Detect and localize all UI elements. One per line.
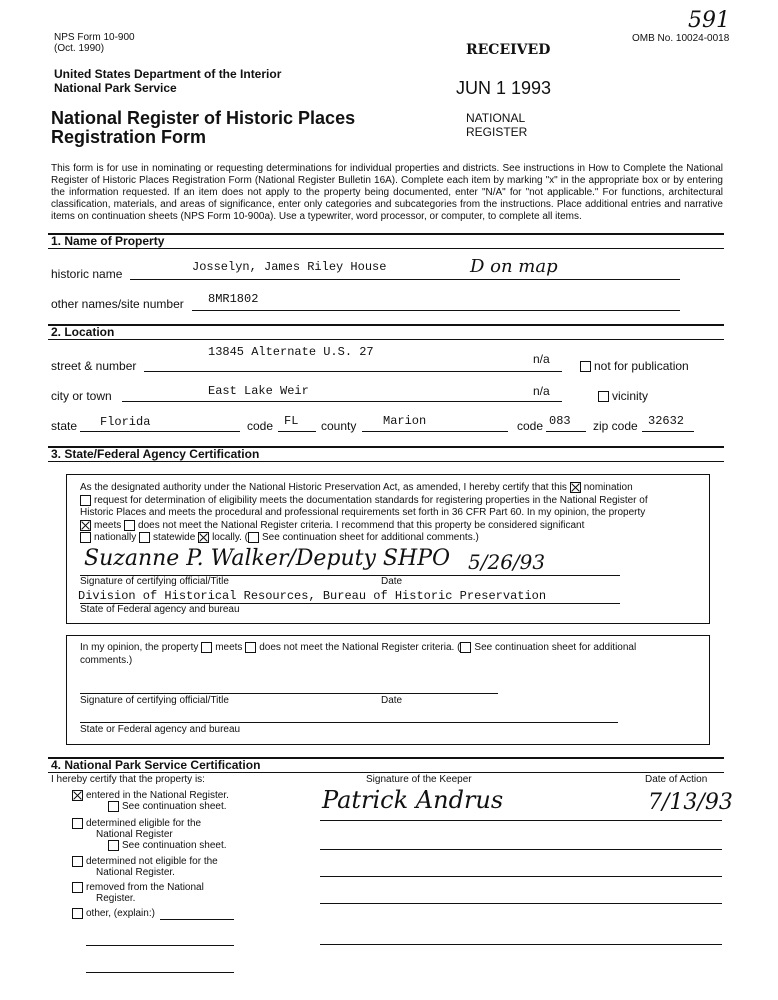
other-checkbox[interactable] xyxy=(72,908,83,919)
county-code-value[interactable]: 083 xyxy=(549,414,571,428)
street-value[interactable]: 13845 Alternate U.S. 27 xyxy=(208,345,374,359)
see-continuation-checkbox[interactable] xyxy=(248,532,259,543)
agency: National Park Service xyxy=(54,81,177,95)
not-for-publication-checkbox[interactable] xyxy=(580,359,689,373)
state-code-value[interactable]: FL xyxy=(284,414,299,428)
determined-not-eligible-option[interactable]: determined not eligible for the National Register. xyxy=(72,856,218,878)
checkbox-icon xyxy=(598,391,609,402)
request-checkbox[interactable] xyxy=(80,495,91,506)
agency-label: State or Federal agency and bureau xyxy=(80,724,241,735)
meets-checkbox[interactable] xyxy=(80,520,91,531)
city-value[interactable]: East Lake Weir xyxy=(208,384,309,398)
checkbox-icon xyxy=(580,361,591,372)
divider xyxy=(48,461,724,462)
opinion-text: In my opinion, the property meets does not meet the National Register criteria. ( See continuation sheet for additional comments.) xyxy=(80,642,637,666)
other-underline xyxy=(86,945,234,946)
handwritten-number: 591 xyxy=(688,8,730,33)
section-2-heading: 2. Location xyxy=(51,325,115,339)
agency-line xyxy=(80,722,618,723)
keeper-line xyxy=(320,849,722,850)
opinion-not-meet-checkbox[interactable] xyxy=(245,642,256,653)
county-label: county xyxy=(321,419,357,433)
section-1-heading: 1. Name of Property xyxy=(51,234,165,248)
city-na: n/a xyxy=(533,384,550,398)
historic-name-label: historic name xyxy=(51,267,123,281)
see-cont-checkbox[interactable] xyxy=(108,801,119,812)
county-code-label: code xyxy=(517,419,544,433)
keeper-signature: Patrick Andrus xyxy=(322,786,504,814)
agency-value: Division of Historical Resources, Bureau of Historic Preservation xyxy=(78,589,547,603)
input-underline xyxy=(130,279,680,280)
input-underline xyxy=(278,431,316,432)
entered-option[interactable]: entered in the National Register. See continuation sheet. xyxy=(72,790,229,812)
input-underline xyxy=(80,431,240,432)
see-cont-checkbox[interactable] xyxy=(108,840,119,851)
received-stamp: RECEIVED xyxy=(466,42,551,58)
determined-eligible-option[interactable]: determined eligible for the National Register See continuation sheet. xyxy=(72,818,227,851)
input-underline xyxy=(144,371,562,372)
received-date-stamp: JUN 1 1993 xyxy=(456,78,552,98)
date-label: Date xyxy=(381,695,403,706)
certifying-signature: Suzanne P. Walker/Deputy SHPO xyxy=(84,546,451,571)
does-not-meet-checkbox[interactable] xyxy=(124,520,135,531)
handwritten-map-note: D on map xyxy=(470,256,558,277)
keeper-line xyxy=(320,944,722,945)
zip-label: zip code xyxy=(593,419,638,433)
input-underline xyxy=(192,310,680,311)
signature-label: Signature of certifying official/Title xyxy=(80,695,229,706)
state-label: state xyxy=(51,419,78,433)
certification-text: As the designated authority under the National Historic Preservation Act, as amended, I hereby certify that this nomination request for determination of eligibility meets the documentation standards for registering properties in the National Register of Historic Places and meets the procedural and professional requirements set forth in 36 CFR Part 60. In my opinion, the property meets does not meet the National Register criteria. I recommend that this property be considered significant nationally statewide locally. ( See continuation sheet for additional comments.) xyxy=(80,482,648,544)
omb-number: OMB No. 10024-0018 xyxy=(632,33,730,44)
street-na: n/a xyxy=(533,352,550,366)
statewide-checkbox[interactable] xyxy=(139,532,150,543)
form-title-line2: Registration Form xyxy=(51,127,207,147)
input-underline xyxy=(362,431,508,432)
form-date: (Oct. 1990) xyxy=(54,43,105,54)
removed-option[interactable]: removed from the National Register. xyxy=(72,882,204,904)
street-label: street & number xyxy=(51,359,137,373)
stamp-register: REGISTER xyxy=(466,125,528,139)
not-for-publication-label: not for publication xyxy=(594,359,689,373)
nomination-checkbox[interactable] xyxy=(570,482,581,493)
divider xyxy=(48,324,724,326)
agency-label: State of Federal agency and bureau xyxy=(80,604,240,615)
input-underline xyxy=(642,431,694,432)
input-underline xyxy=(122,401,562,402)
instructions-paragraph: This form is for use in nominating or requesting determinations for individual properties and districts. See instructions in How to Complete the National Register of Historic Places Registration Form (National Register Bulletin 16A). Complete each item by marking "x" in the appropriate box or by entering the information requested. If an item does not apply to the property being documented, enter "N/A" for "not applicable." For functions, architectural classification, materials, and areas of significance, enter only categories and subcategories from the instructions. Place additional entries and narrative items on continuation sheets (NPS Form 10-900a). Use a typewriter, word processor, or computer, to complete all items. xyxy=(51,163,723,222)
state-code-label: code xyxy=(247,419,274,433)
other-underline xyxy=(160,919,234,920)
locally-checkbox[interactable] xyxy=(198,532,209,543)
other-underline xyxy=(86,972,234,973)
signature-label: Signature of certifying official/Title xyxy=(80,576,229,587)
city-label: city or town xyxy=(51,389,112,403)
stamp-national: NATIONAL xyxy=(466,111,526,125)
other-option[interactable]: other, (explain:) xyxy=(72,908,155,919)
entered-checkbox[interactable] xyxy=(72,790,83,801)
vicinity-checkbox[interactable] xyxy=(598,389,648,403)
signature-line xyxy=(80,693,498,694)
divider xyxy=(48,339,724,340)
divider xyxy=(48,772,724,773)
determined-eligible-checkbox[interactable] xyxy=(72,818,83,829)
removed-checkbox[interactable] xyxy=(72,882,83,893)
vicinity-label: vicinity xyxy=(612,389,649,403)
zip-value[interactable]: 32632 xyxy=(648,414,685,428)
county-value[interactable]: Marion xyxy=(383,414,427,428)
opinion-see-cont-checkbox[interactable] xyxy=(460,642,471,653)
input-underline xyxy=(546,431,586,432)
date-of-action-label: Date of Action xyxy=(645,774,708,785)
opinion-meets-checkbox[interactable] xyxy=(201,642,212,653)
date-of-action-value: 7/13/93 xyxy=(648,790,733,815)
historic-name-value[interactable]: Josselyn, James Riley House xyxy=(192,260,387,274)
nationally-checkbox[interactable] xyxy=(80,532,91,543)
section-3-heading: 3. State/Federal Agency Certification xyxy=(51,447,260,461)
certify-text: I hereby certify that the property is: xyxy=(51,774,205,785)
determined-not-eligible-checkbox[interactable] xyxy=(72,856,83,867)
keeper-line xyxy=(320,876,722,877)
date-label: Date xyxy=(381,576,403,587)
keeper-signature-label: Signature of the Keeper xyxy=(366,774,472,785)
keeper-line xyxy=(320,820,722,821)
section-4-heading: 4. National Park Service Certification xyxy=(51,758,261,772)
certifying-signature-date: 5/26/93 xyxy=(468,550,546,574)
divider xyxy=(48,248,724,249)
department: United States Department of the Interior xyxy=(54,67,282,81)
other-names-label: other names/site number xyxy=(51,297,184,311)
form-title-line1: National Register of Historic Places xyxy=(51,108,356,128)
form-number: NPS Form 10-900 xyxy=(54,32,135,43)
other-names-value[interactable]: 8MR1802 xyxy=(208,292,259,306)
state-value[interactable]: Florida xyxy=(100,415,151,429)
keeper-line xyxy=(320,903,722,904)
